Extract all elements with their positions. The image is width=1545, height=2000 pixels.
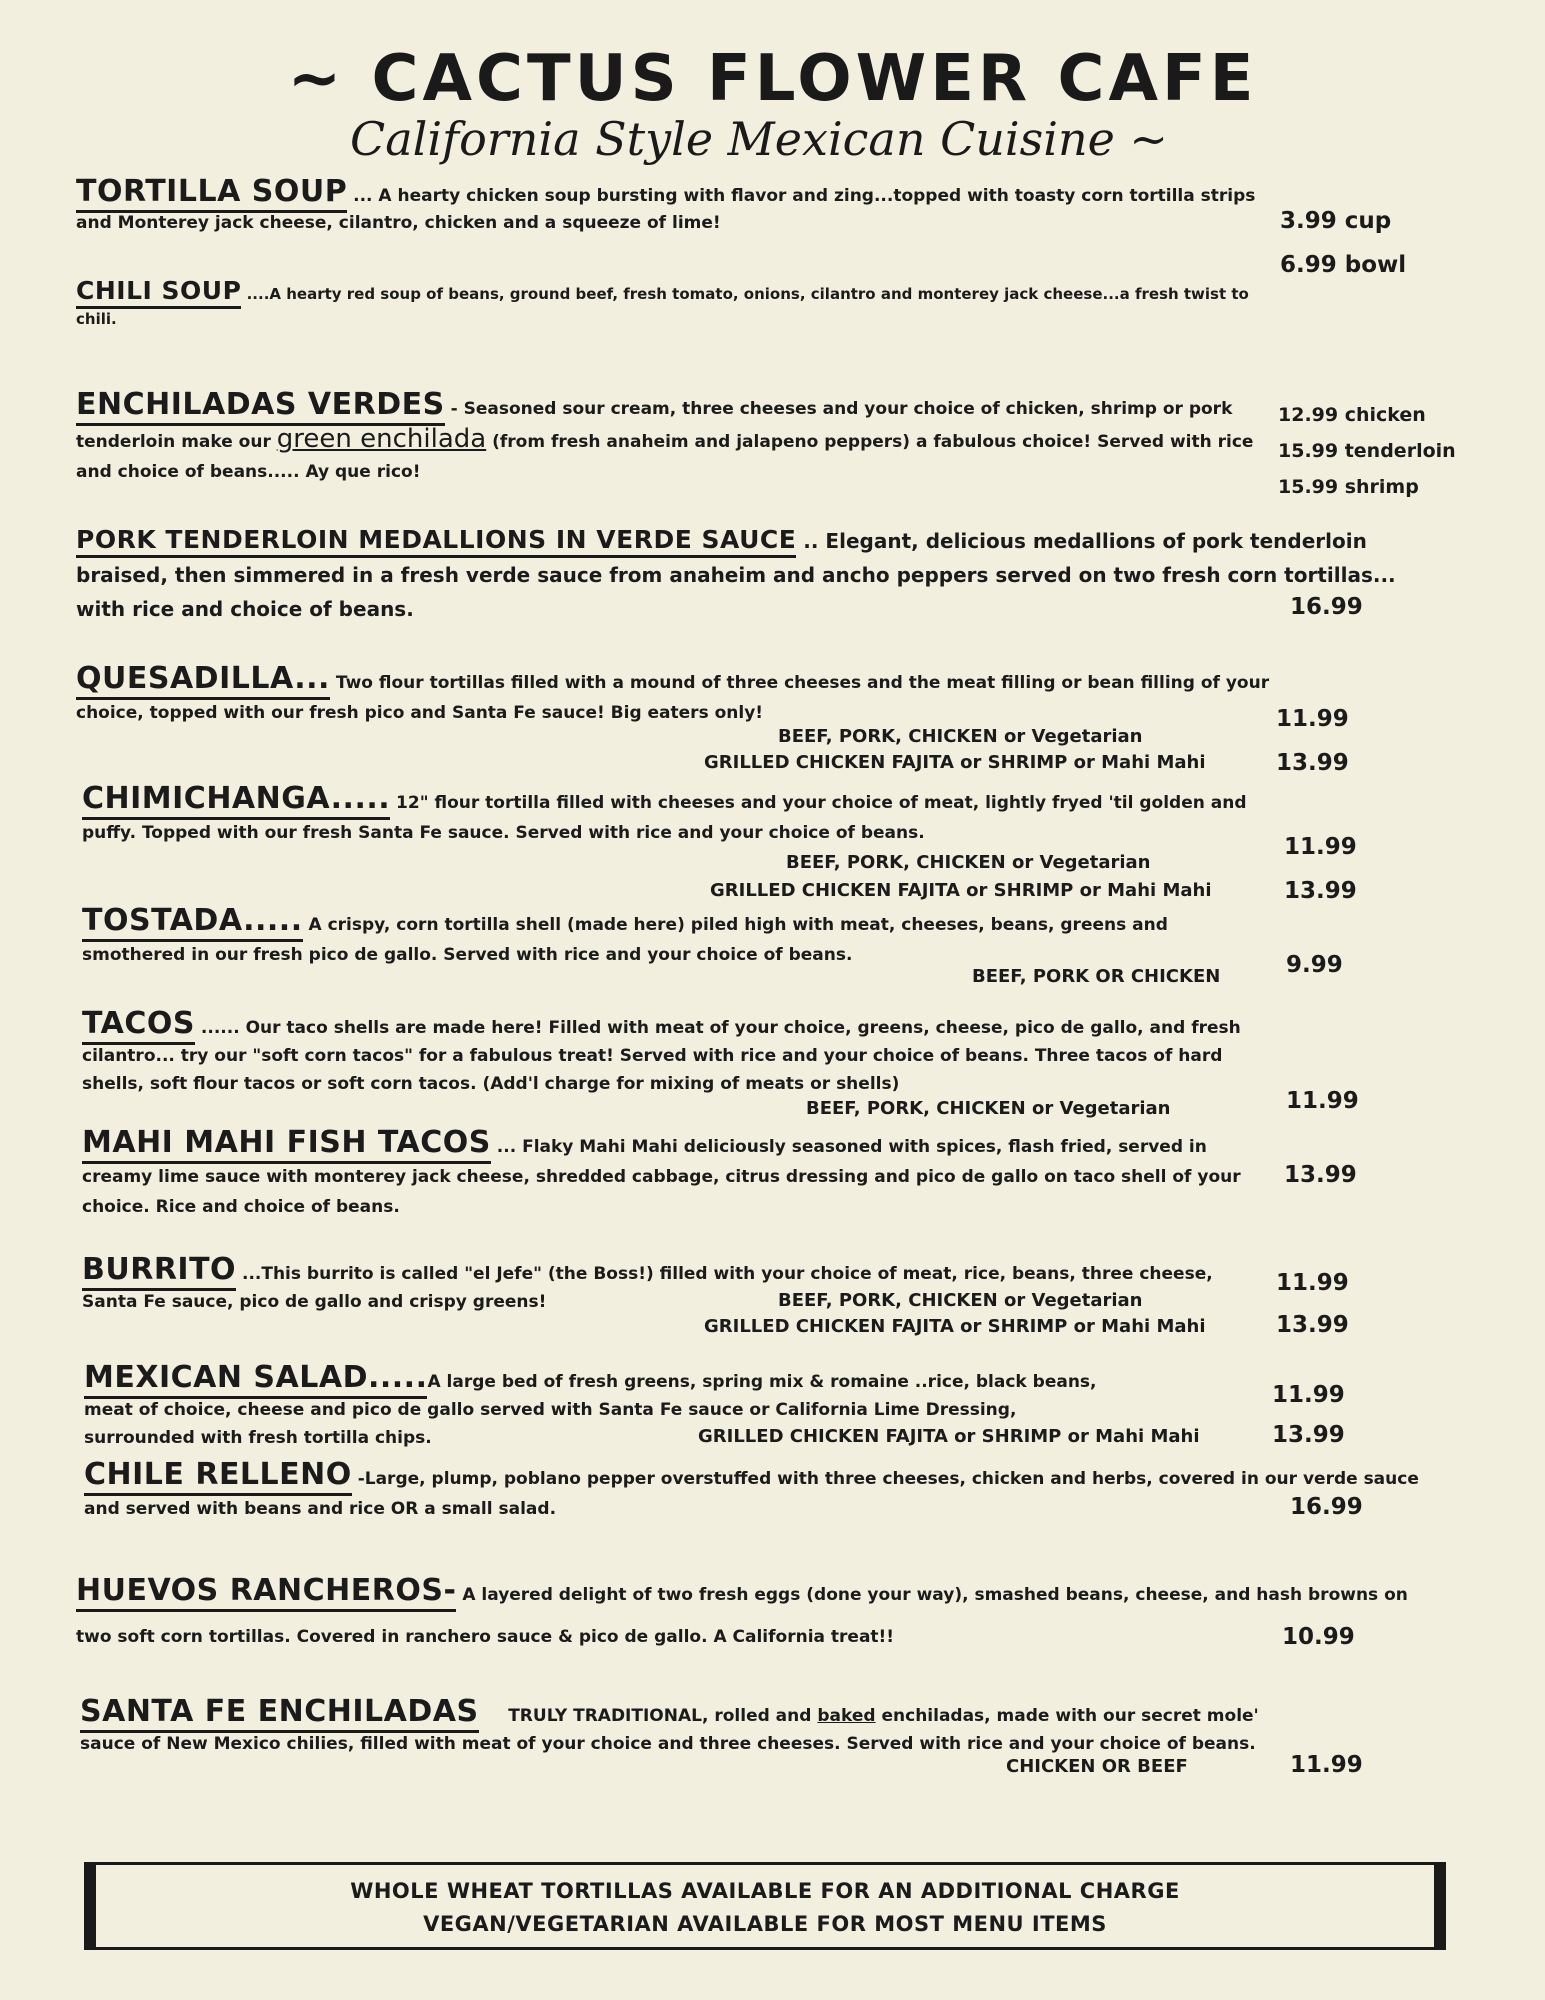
- item-description: - Seasoned sour cream, three cheeses and your choice of chicken, shrimp or pork tenderloin make our: [76, 399, 1233, 452]
- item-name: TOSTADA.....: [82, 903, 303, 942]
- item-name: CHILE RELLENO: [84, 1457, 352, 1496]
- page-subtitle: California Style Mexican Cuisine ~: [350, 112, 1168, 166]
- item-option: BEEF, PORK, CHICKEN or Vegetarian: [778, 726, 1143, 747]
- item-name: CHILI SOUP: [76, 276, 241, 309]
- green-enchilada-highlight: green enchilada: [276, 424, 487, 454]
- item-description: enchiladas, made with our secret mole' sauce of New Mexico chilies, filled with meat of your choice and three cheeses. Served with rice and your choice of beans.: [80, 1706, 1259, 1754]
- item-option: GRILLED CHICKEN FAJITA or SHRIMP or Mahi Mahi: [710, 880, 1212, 901]
- item-price: 13.99: [1276, 1312, 1349, 1338]
- item-name: PORK TENDERLOIN MEDALLIONS IN VERDE SAUCE: [76, 525, 796, 558]
- item-description: ....A hearty red soup of beans, ground beef, fresh tomato, onions, cilantro and monterey jack cheese...a fresh twist to chili.: [76, 285, 1249, 328]
- item-option: BEEF, PORK OR CHICKEN: [972, 966, 1221, 987]
- menu-item-santa-fe-enchiladas: [80, 1694, 1260, 1758]
- item-description: 12" flour tortilla filled with cheeses and your choice of meat, lightly fryed 'til golden and puffy. Topped with our fresh Santa Fe sauce. Served with rice and your choice of beans.: [82, 793, 1247, 843]
- item-name: HUEVOS RANCHEROS-: [76, 1573, 456, 1612]
- item-description: ... Flaky Mahi Mahi deliciously seasoned with spices, flash fried, served in creamy lime sauce with monterey jack cheese, shredded cabbage, citrus dressing and pico de gallo on taco shell of your choice. Rice and choice of beans.: [82, 1137, 1241, 1217]
- item-price: 15.99 tenderloin: [1278, 440, 1456, 462]
- menu-item-mahi-mahi-fish-tacos: [82, 1125, 1282, 1222]
- item-description: -Large, plump, poblano pepper overstuffed with three cheeses, chicken and herbs, covered in our verde sauce and served with beans and rice OR a small salad.: [84, 1469, 1419, 1519]
- item-option: GRILLED CHICKEN FAJITA or SHRIMP or Mahi Mahi: [704, 1316, 1206, 1337]
- item-price: 13.99: [1276, 750, 1349, 776]
- item-price: 12.99 chicken: [1278, 404, 1426, 426]
- menu-item-chile-relleno: [84, 1457, 1444, 1524]
- menu-item-enchiladas-verdes: [76, 387, 1256, 487]
- item-description: ...This burrito is called "el Jefe" (the Boss!) filled with your choice of meat, rice, beans, three cheese, Santa Fe sauce, pico de gallo and crispy greens!: [82, 1264, 1213, 1312]
- item-description: ...... Our taco shells are made here! Filled with meat of your choice, greens, cheese, pico de gallo, and fresh cilantro... try our "soft corn tacos" for a fabulous treat! Served with rice and your choice of beans. Three tacos of hard shells, soft flour tacos or soft corn tacos. (Add'l charge for mixing of meats or shells): [82, 1018, 1241, 1094]
- item-price: 11.99: [1276, 706, 1349, 732]
- item-description: (from fresh anaheim and jalapeno peppers) a fabulous choice! Served with rice and choice of beans..... Ay que rico!: [76, 432, 1254, 482]
- item-price: 13.99: [1272, 1422, 1345, 1448]
- item-name: ENCHILADAS VERDES: [76, 387, 445, 426]
- item-price: 16.99: [1290, 594, 1363, 620]
- item-price: 13.99: [1284, 878, 1357, 904]
- item-price: 3.99 cup: [1280, 208, 1392, 234]
- footer-notice-line: WHOLE WHEAT TORTILLAS AVAILABLE FOR AN ADDITIONAL CHARGE: [350, 1879, 1180, 1903]
- menu-item-tacos: [82, 1006, 1282, 1098]
- item-option: BEEF, PORK, CHICKEN or Vegetarian: [786, 852, 1151, 873]
- item-name: CHIMICHANGA.....: [82, 781, 390, 820]
- item-description: .. Elegant, delicious medallions of pork tenderloin braised, then simmered in a fresh verde sauce from anaheim and ancho peppers served on two fresh corn tortillas... with rice and choice of beans.: [76, 529, 1396, 621]
- item-price: 10.99: [1282, 1624, 1355, 1650]
- footer-notice-line: VEGAN/VEGETARIAN AVAILABLE FOR MOST MENU ITEMS: [423, 1912, 1107, 1936]
- item-price: 11.99: [1284, 834, 1357, 860]
- item-description: baked: [817, 1706, 876, 1726]
- item-description: A crispy, corn tortilla shell (made here) piled high with meat, cheeses, beans, greens and smothered in our fresh pico de gallo. Served with rice and your choice of beans.: [82, 915, 1168, 965]
- item-description: TRULY TRADITIONAL, rolled and: [478, 1706, 818, 1726]
- item-description: ... A hearty chicken soup bursting with flavor and zing...topped with toasty corn tortilla strips and Monterey jack cheese, cilantro, chicken and a squeeze of lime!: [76, 186, 1256, 233]
- item-price: 11.99: [1286, 1088, 1359, 1114]
- item-name: MAHI MAHI FISH TACOS: [82, 1125, 491, 1164]
- item-description: A layered delight of two fresh eggs (done your way), smashed beans, cheese, and hash browns on two soft corn tortillas. Covered in ranchero sauce & pico de gallo. A California treat!!: [76, 1585, 1408, 1647]
- page-title: ~ CACTUS FLOWER CAFE: [287, 42, 1258, 116]
- item-price: 16.99: [1290, 1494, 1363, 1520]
- item-option: GRILLED CHICKEN FAJITA or SHRIMP or Mahi Mahi: [704, 752, 1206, 773]
- item-name: SANTA FE ENCHILADAS: [80, 1694, 479, 1733]
- item-price: 11.99: [1276, 1270, 1349, 1296]
- item-name: TORTILLA SOUP: [76, 174, 347, 213]
- footer-notice-box: [84, 1862, 1446, 1950]
- item-description: Two flour tortillas filled with a mound of three cheeses and the meat filling or bean filling of your choice, topped with our fresh pico and Santa Fe sauce! Big eaters only!: [76, 673, 1270, 723]
- menu-item-huevos-rancheros: [76, 1570, 1416, 1658]
- menu-item-chili-soup: [76, 278, 1256, 332]
- menu-item-pork-tenderloin: [76, 524, 1436, 627]
- item-name: BURRITO: [82, 1252, 236, 1291]
- item-name: QUESADILLA...: [76, 661, 330, 700]
- menu-item-chimichanga: [82, 781, 1272, 848]
- menu-item-quesadilla: [76, 661, 1276, 728]
- item-price: 11.99: [1272, 1382, 1345, 1408]
- item-option: BEEF, PORK, CHICKEN or Vegetarian: [778, 1290, 1143, 1311]
- item-price: 15.99 shrimp: [1278, 476, 1419, 498]
- menu-item-tortilla-soup: [76, 174, 1256, 237]
- item-name: TACOS: [82, 1006, 195, 1045]
- item-option: BEEF, PORK, CHICKEN or Vegetarian: [806, 1098, 1171, 1119]
- item-option: CHICKEN OR BEEF: [1006, 1756, 1188, 1777]
- item-option: GRILLED CHICKEN FAJITA or SHRIMP or Mahi Mahi: [698, 1426, 1200, 1447]
- item-price: 6.99 bowl: [1280, 252, 1407, 278]
- item-description: A large bed of fresh greens, spring mix & romaine ..rice, black beans, meat of choice, cheese and pico de gallo served with Santa Fe sauce or California Lime Dressing, surrounded with fresh tortilla chips.: [84, 1372, 1097, 1448]
- item-price: 13.99: [1284, 1162, 1357, 1188]
- item-name: MEXICAN SALAD.....: [84, 1360, 427, 1399]
- menu-item-tostada: [82, 903, 1272, 970]
- item-price: 9.99: [1286, 952, 1343, 978]
- item-price: 11.99: [1290, 1752, 1363, 1778]
